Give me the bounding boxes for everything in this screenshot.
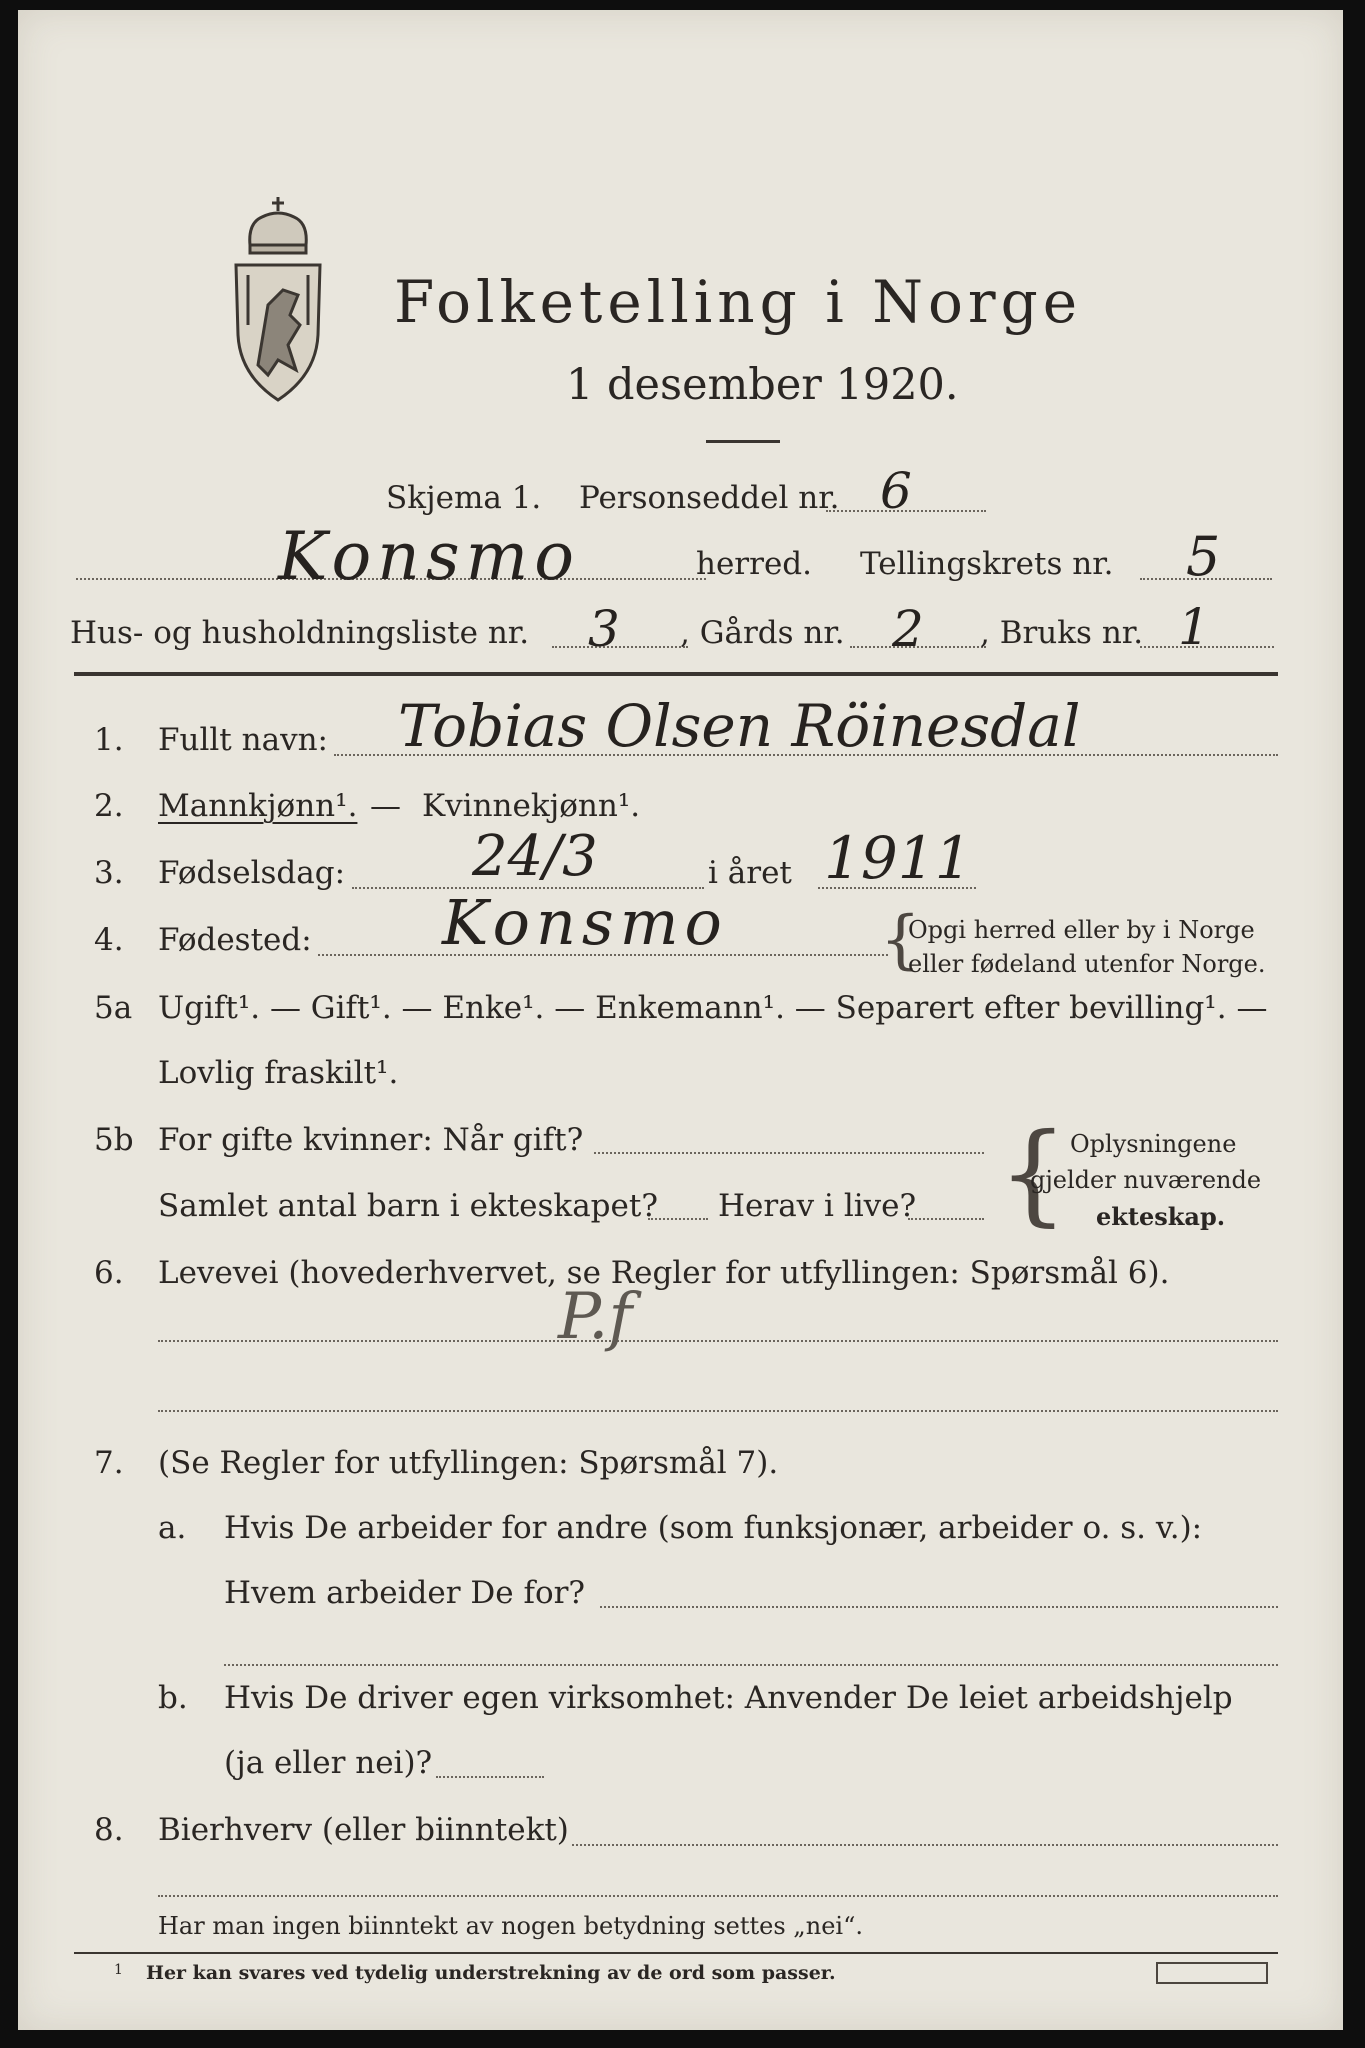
personseddel-value: 6 [880, 462, 912, 520]
personseddel-label: Personseddel nr. [579, 480, 840, 516]
q7-number: 7. [94, 1445, 124, 1481]
q5b-note-brace: { [998, 1109, 1068, 1237]
q8-label: Bierhverv (eller biinntekt) [158, 1812, 569, 1848]
q4-number: 4. [94, 922, 124, 958]
q7b-letter: b. [158, 1680, 188, 1716]
q1-number: 1. [94, 722, 124, 758]
q5b-line1: For gifte kvinner: Når gift? [158, 1122, 584, 1158]
q4-note-line2: eller fødeland utenfor Norge. [908, 950, 1266, 978]
header-separator [74, 672, 1278, 676]
census-form-page [18, 10, 1343, 2030]
q8-number: 8. [94, 1812, 124, 1848]
husliste-line [552, 646, 688, 648]
q5a-line1: Ugift¹. — Gift¹. — Enke¹. — Enkemann¹. — Separert efter bevilling¹. — [158, 990, 1268, 1026]
q6-line1 [158, 1340, 1278, 1342]
q7b-line [436, 1776, 544, 1778]
printer-stamp [1156, 1962, 1268, 1984]
q6-number: 6. [94, 1255, 124, 1291]
footnote-mark: 1 [114, 1962, 123, 1978]
q7a-letter: a. [158, 1510, 187, 1546]
tellingskrets-value: 5 [1186, 525, 1221, 588]
bruks-value: 1 [1178, 598, 1210, 656]
q6-line2 [158, 1410, 1278, 1412]
q7a-extra-line [224, 1664, 1278, 1666]
q5b-note-line3: ekteskap. [1096, 1202, 1226, 1231]
q7b-line1: Hvis De driver egen virksomhet: Anvender De leiet arbeidshjelp [224, 1680, 1233, 1716]
q5b-married-line [594, 1152, 984, 1154]
bruks-label: , Bruks nr. [980, 615, 1144, 651]
q6-label: Levevei (hovederhvervet, se Regler for utfyllingen: Spørsmål 6). [158, 1255, 1170, 1291]
q7a-line1: Hvis De arbeider for andre (som funksjonær, arbeider o. s. v.): [224, 1510, 1203, 1546]
q7a-line [600, 1606, 1278, 1608]
q7a-line2: Hvem arbeider De for? [224, 1575, 586, 1611]
coat-of-arms-icon [228, 195, 328, 415]
title-divider [706, 440, 780, 443]
q5b-note-line1: Oplysningene [1070, 1130, 1237, 1158]
q6-value: P.f [558, 1280, 633, 1354]
q3-year-value: 1911 [824, 824, 972, 892]
q4-label: Fødested: [158, 922, 312, 958]
q5a-number: 5a [94, 990, 133, 1026]
q7b-line2: (ja eller nei)? [224, 1745, 433, 1781]
q3-year-label: i året [708, 855, 792, 891]
schema-label: Skjema 1. [386, 480, 542, 516]
q1-label: Fullt navn: [158, 722, 328, 758]
q1-value: Tobias Olsen Röinesdal [398, 692, 1081, 760]
herred-label: herred. [696, 546, 812, 582]
q8-extra-line [158, 1895, 1278, 1897]
q2-female: Kvinnekjønn¹. [422, 788, 641, 824]
footnote-text: Her kan svares ved tydelig understrekning av de ord som passer. [146, 1962, 836, 1984]
q3-value: 24/3 [472, 824, 598, 889]
q5b-children-line [648, 1218, 708, 1220]
form-title: Folketelling i Norge [394, 268, 1083, 336]
q5b-line2b: Herav i live? [718, 1188, 917, 1224]
tellingskrets-label: Tellingskrets nr. [860, 546, 1114, 582]
municipality-value: Konsmo [278, 518, 580, 595]
q8-line [572, 1844, 1278, 1846]
husliste-label: Hus- og husholdningsliste nr. [70, 615, 530, 651]
q5b-number: 5b [94, 1122, 134, 1158]
form-date: 1 desember 1920. [566, 360, 959, 410]
q5b-line2a: Samlet antal barn i ekteskapet? [158, 1188, 658, 1224]
q5b-note-line2: gjelder nuværende [1030, 1166, 1262, 1194]
q5a-line2: Lovlig fraskilt¹. [158, 1055, 399, 1091]
q2-number: 2. [94, 788, 124, 824]
q4-note-brace: { [880, 903, 921, 977]
q4-note-line1: Opgi herred eller by i Norge [908, 916, 1255, 944]
gards-label: , Gårds nr. [680, 615, 845, 651]
gards-value: 2 [892, 600, 924, 658]
q4-value: Konsmo [442, 886, 728, 959]
q3-number: 3. [94, 855, 124, 891]
q8-note: Har man ingen biinntekt av nogen betydning settes „nei“. [158, 1912, 863, 1940]
q5b-alive-line [908, 1218, 984, 1220]
q2-separator: — [370, 788, 401, 824]
husliste-value: 3 [588, 600, 620, 658]
q3-label: Fødselsdag: [158, 855, 346, 891]
q2-male: Mannkjønn¹. [158, 788, 358, 824]
q7-label: (Se Regler for utfyllingen: Spørsmål 7). [158, 1445, 779, 1481]
footnote-separator [74, 1952, 1278, 1954]
